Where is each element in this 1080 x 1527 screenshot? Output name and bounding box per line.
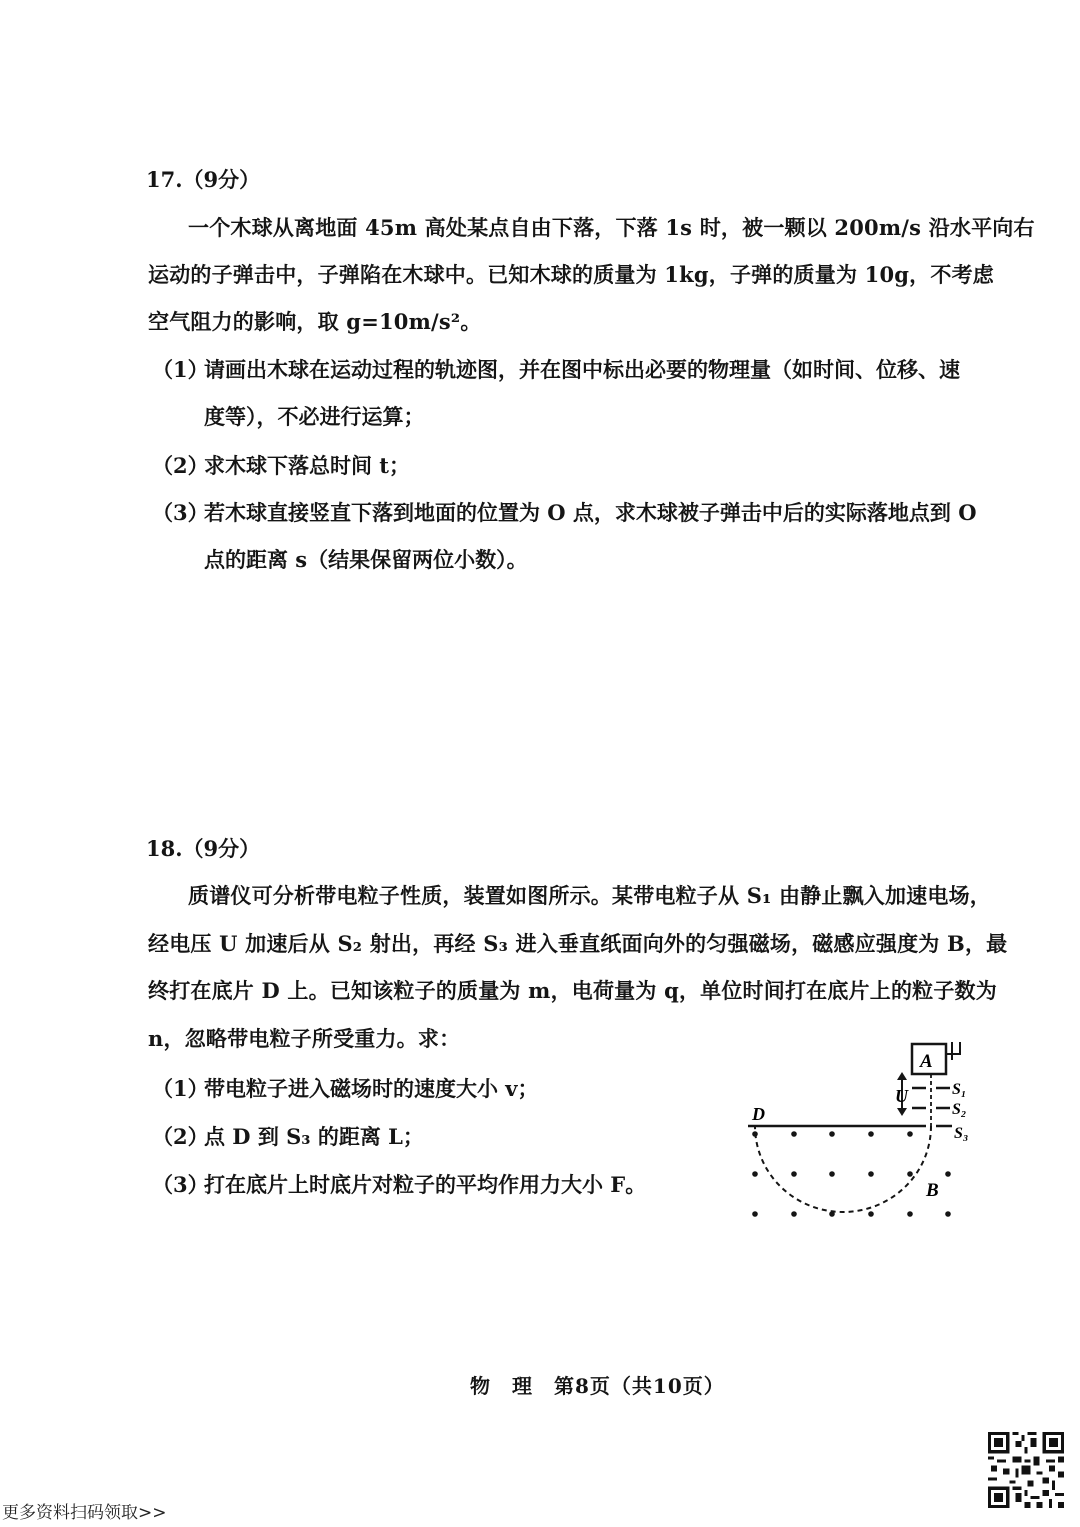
q17-header: 17.（9分） xyxy=(146,167,261,192)
field-dot xyxy=(945,1211,951,1217)
q17-part-3-num: （3） xyxy=(152,500,209,525)
label-B: B xyxy=(926,1180,939,1201)
q17-part-2-line-1: 求木球下落总时间 t； xyxy=(204,453,411,478)
field-dot xyxy=(829,1131,835,1137)
label-S2: S₂ xyxy=(952,1101,967,1118)
q18-part-2-num: （2） xyxy=(152,1124,209,1149)
q18-part-3-line-1: 打在底片上时底片对粒子的平均作用力大小 F。 xyxy=(204,1172,647,1197)
field-dot xyxy=(868,1211,874,1217)
q18-part-3-num: （3） xyxy=(152,1172,209,1197)
page-footer: 物 理 第8页（共10页） xyxy=(470,1374,725,1398)
mass-spectrometer-figure xyxy=(730,1030,990,1230)
q17-stem-line-2: 运动的子弹击中，子弹陷在木球中。已知木球的质量为 1kg，子弹的质量为 10g，不考虑 xyxy=(148,262,994,287)
q17-stem-line-1: 一个木球从离地面 45m 高处某点自由下落，下落 1s 时，被一颗以 200m/s 沿水平向右 xyxy=(188,215,1035,240)
field-dot xyxy=(945,1171,951,1177)
q18-header: 18.（9分） xyxy=(146,836,261,861)
label-U: U xyxy=(895,1086,908,1106)
q17-part-3-line-1: 若木球直接竖直下落到地面的位置为 O 点，求木球被子弹击中后的实际落地点到 O xyxy=(204,500,977,525)
q17-part-2-num: （2） xyxy=(152,453,209,478)
field-dot xyxy=(791,1131,797,1137)
field-dot xyxy=(868,1171,874,1177)
field-dot xyxy=(752,1131,758,1137)
label-S1: S₁ xyxy=(952,1081,967,1098)
q17-part-3-line-2: 点的距离 s（结果保留两位小数）。 xyxy=(204,547,528,572)
electrode-bracket xyxy=(946,1042,960,1060)
field-dot xyxy=(907,1171,913,1177)
field-dot xyxy=(868,1131,874,1137)
q18-part-1-num: （1） xyxy=(152,1076,209,1101)
voltage-arrow-head-up xyxy=(897,1072,907,1080)
label-S3: S₃ xyxy=(954,1125,969,1142)
q17-part-1-line-2: 度等），不必进行运算； xyxy=(204,404,425,429)
promo-link[interactable]: 更多资料扫码领取>> xyxy=(2,1503,167,1523)
q18-stem-line-3: 终打在底片 D 上。已知该粒子的质量为 m，电荷量为 q，单位时间打在底片上的粒子数为 xyxy=(148,978,997,1003)
magnetic-field-dots xyxy=(752,1131,951,1217)
field-dot xyxy=(907,1211,913,1217)
field-dot xyxy=(791,1171,797,1177)
field-dot xyxy=(752,1211,758,1217)
label-D: D xyxy=(752,1104,765,1124)
voltage-arrow-head-down xyxy=(897,1108,907,1116)
q18-stem-line-4: n，忽略带电粒子所受重力。求： xyxy=(148,1026,461,1051)
label-A: A xyxy=(920,1051,933,1072)
q18-stem-line-2: 经电压 U 加速后从 S₂ 射出，再经 S₃ 进入垂直纸面向外的匀强磁场，磁感应强度为 B，最 xyxy=(148,931,1008,956)
field-dot xyxy=(791,1211,797,1217)
q17-part-1-num: （1） xyxy=(152,357,209,382)
field-dot xyxy=(829,1211,835,1217)
q18-stem-line-1: 质谱仪可分析带电粒子性质，装置如图所示。某带电粒子从 S₁ 由静止飘入加速电场， xyxy=(188,883,991,908)
q18-part-1-line-1: 带电粒子进入磁场时的速度大小 v； xyxy=(204,1076,539,1101)
field-dot xyxy=(829,1171,835,1177)
q18-part-2-line-1: 点 D 到 S₃ 的距离 L； xyxy=(204,1124,424,1149)
qr-code-icon[interactable] xyxy=(988,1432,1064,1508)
semicircle-trajectory xyxy=(755,1126,931,1212)
q17-part-1-line-1: 请画出木球在运动过程的轨迹图，并在图中标出必要的物理量（如时间、位移、速 xyxy=(204,357,960,382)
field-dot xyxy=(752,1171,758,1177)
q17-stem-line-3: 空气阻力的影响，取 g=10m/s²。 xyxy=(148,309,482,334)
field-dot xyxy=(907,1131,913,1137)
